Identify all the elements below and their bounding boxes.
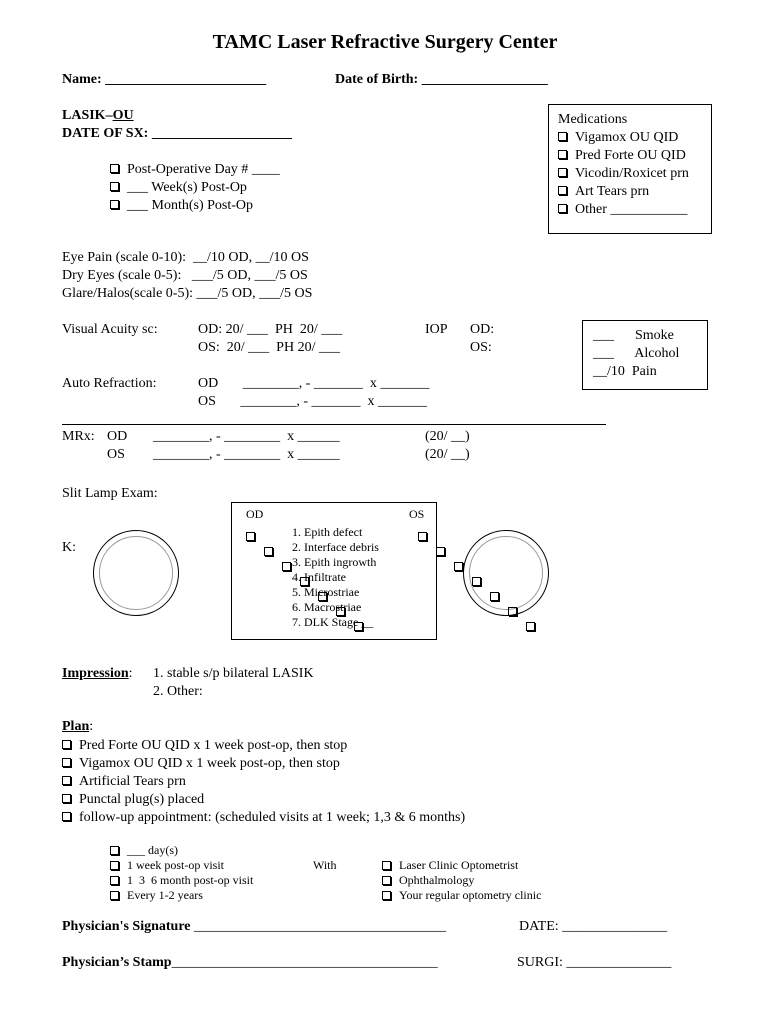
date-field[interactable]: DATE: _______________ [519, 919, 668, 934]
dry-eyes-scale[interactable]: Dry Eyes (scale 0-5): ___/5 OD, ___/5 OS [62, 268, 308, 283]
physician-signature-field[interactable]: Physician's Signature ____________________________________ [62, 919, 446, 934]
eye-pain-scale[interactable]: Eye Pain (scale 0-10): __/10 OD, __/10 OS [62, 250, 309, 265]
medication-item[interactable]: Vigamox OU QID [558, 129, 678, 147]
checkbox-icon[interactable] [558, 204, 567, 213]
followup-timing[interactable]: 1 week post-op visit [110, 858, 224, 873]
checkbox-icon[interactable] [110, 876, 119, 885]
checkbox-icon[interactable] [382, 876, 391, 885]
checkbox-icon[interactable] [62, 812, 71, 821]
checkbox-icon[interactable] [62, 794, 71, 803]
checkbox-icon[interactable] [110, 846, 119, 855]
impression-label: Impression: [62, 666, 133, 681]
visual-acuity-os[interactable]: OS: 20/ ___ PH 20/ ___ [198, 340, 340, 355]
followup-provider[interactable]: Ophthalmology [382, 873, 474, 888]
pain-field[interactable]: __/10 Pain [593, 364, 657, 379]
section-divider [62, 424, 606, 425]
procedure-label [62, 107, 134, 125]
plan-item[interactable]: Artificial Tears prn [62, 773, 186, 791]
os-column-header: OS [409, 507, 425, 521]
page-title: TAMC Laser Refractive Surgery Center [212, 31, 558, 53]
mrx-od-values[interactable]: ________, - ________ x ______ [153, 429, 340, 444]
mrx-label: MRx: [62, 429, 95, 444]
glare-halos-scale[interactable]: Glare/Halos(scale 0-5): ___/5 OD, ___/5 OS [62, 286, 313, 301]
checkbox-icon[interactable] [558, 132, 567, 141]
postop-week-option[interactable]: ___ Week(s) Post-Op [110, 179, 247, 197]
finding-label: 2. Interface debris [292, 540, 379, 554]
physician-stamp-field[interactable]: Physician’s Stamp______________________________________ [62, 955, 438, 970]
checkbox-icon[interactable] [110, 182, 119, 191]
followup-provider[interactable]: Laser Clinic Optometrist [382, 858, 518, 873]
keratometry-label: K: [62, 540, 76, 555]
medication-item[interactable]: Other ___________ [558, 201, 687, 219]
smoke-field[interactable]: ___ Smoke [593, 328, 674, 343]
checkbox-icon[interactable] [558, 186, 567, 195]
mrx-os-eye: OS [107, 447, 125, 462]
os-finding-checkbox[interactable] [526, 622, 535, 631]
followup-timing[interactable]: ___ day(s) [110, 843, 178, 858]
os-finding-checkbox[interactable] [418, 532, 427, 541]
os-cornea-diagram[interactable] [463, 530, 549, 616]
alcohol-field[interactable]: ___ Alcohol [593, 346, 680, 361]
finding-label: 1. Epith defect [292, 525, 363, 539]
checkbox-icon[interactable] [382, 861, 391, 870]
checkbox-icon[interactable] [558, 168, 567, 177]
checkbox-icon[interactable] [382, 891, 391, 900]
checkbox-icon[interactable] [62, 740, 71, 749]
iop-os[interactable]: OS: [470, 340, 492, 355]
plan-item[interactable]: Vigamox OU QID x 1 week post-op, then stop [62, 755, 340, 773]
finding-label: 5. Microstriae [292, 585, 360, 599]
os-finding-checkbox[interactable] [490, 592, 499, 601]
finding-label: 6. Macrostriae [292, 600, 362, 614]
postop-month-option[interactable]: ___ Month(s) Post-Op [110, 197, 253, 215]
visual-acuity-od[interactable]: OD: 20/ ___ PH 20/ ___ [198, 322, 343, 337]
checkbox-icon[interactable] [558, 150, 567, 159]
finding-label: 7. DLK Stage __ [292, 615, 374, 629]
od-column-header: OD [246, 507, 264, 521]
medications-heading: Medications [558, 112, 628, 127]
medication-item[interactable]: Vicodin/Roxicet prn [558, 165, 689, 183]
procedure-eye: OU [112, 108, 134, 123]
medication-item[interactable]: Art Tears prn [558, 183, 649, 201]
finding-label: 3. Epith ingrowth [292, 555, 377, 569]
followup-timing[interactable]: 1 3 6 month post-op visit [110, 873, 253, 888]
date-of-surgery-field[interactable]: DATE OF SX: ____________________ [62, 126, 292, 141]
os-finding-checkbox[interactable] [508, 607, 517, 616]
os-finding-checkbox[interactable] [436, 547, 445, 556]
followup-timing[interactable]: Every 1-2 years [110, 888, 203, 903]
auto-refraction-os[interactable]: OS ________, - _______ x _______ [198, 394, 428, 409]
with-label: With [313, 858, 337, 872]
checkbox-icon[interactable] [110, 891, 119, 900]
checkbox-icon[interactable] [110, 200, 119, 209]
os-finding-checkbox[interactable] [454, 562, 463, 571]
mrx-od-acuity[interactable]: (20/ __) [425, 429, 470, 444]
mrx-os-acuity[interactable]: (20/ __) [425, 447, 470, 462]
iop-label: IOP [425, 322, 448, 337]
plan-item[interactable]: Punctal plug(s) placed [62, 791, 204, 809]
surgi-field[interactable]: SURGI: _______________ [517, 955, 672, 970]
impression-item[interactable]: 1. stable s/p bilateral LASIK [153, 666, 314, 681]
impression-item[interactable]: 2. Other: [153, 684, 203, 699]
auto-refraction-od[interactable]: OD ________, - _______ x _______ [198, 376, 430, 391]
postop-day-option[interactable]: Post-Operative Day # ____ [110, 161, 280, 179]
od-cornea-diagram[interactable] [93, 530, 179, 616]
iop-od[interactable]: OD: [470, 322, 495, 337]
visual-acuity-label: Visual Acuity sc: [62, 322, 158, 337]
checkbox-icon[interactable] [110, 164, 119, 173]
od-finding-checkbox[interactable] [264, 547, 273, 556]
name-field[interactable]: Name: _______________________ [62, 72, 267, 87]
checkbox-icon[interactable] [62, 776, 71, 785]
slit-lamp-label: Slit Lamp Exam: [62, 486, 158, 501]
medication-item[interactable]: Pred Forte OU QID [558, 147, 686, 165]
checkbox-icon[interactable] [110, 861, 119, 870]
followup-provider[interactable]: Your regular optometry clinic [382, 888, 541, 903]
plan-label: Plan: [62, 719, 94, 734]
dob-field[interactable]: Date of Birth: __________________ [335, 72, 548, 87]
os-finding-checkbox[interactable] [472, 577, 481, 586]
mrx-od-eye: OD [107, 429, 128, 444]
auto-refraction-label: Auto Refraction: [62, 376, 157, 391]
plan-item[interactable]: follow-up appointment: (scheduled visits at 1 week; 1,3 & 6 months) [62, 809, 465, 827]
od-finding-checkbox[interactable] [282, 562, 291, 571]
od-finding-checkbox[interactable] [246, 532, 255, 541]
plan-item[interactable]: Pred Forte OU QID x 1 week post-op, then stop [62, 737, 347, 755]
checkbox-icon[interactable] [62, 758, 71, 767]
mrx-os-values[interactable]: ________, - ________ x ______ [153, 447, 340, 462]
finding-label: 4. Infiltrate [292, 570, 346, 584]
procedure-prefix: LASIK– [62, 108, 113, 123]
